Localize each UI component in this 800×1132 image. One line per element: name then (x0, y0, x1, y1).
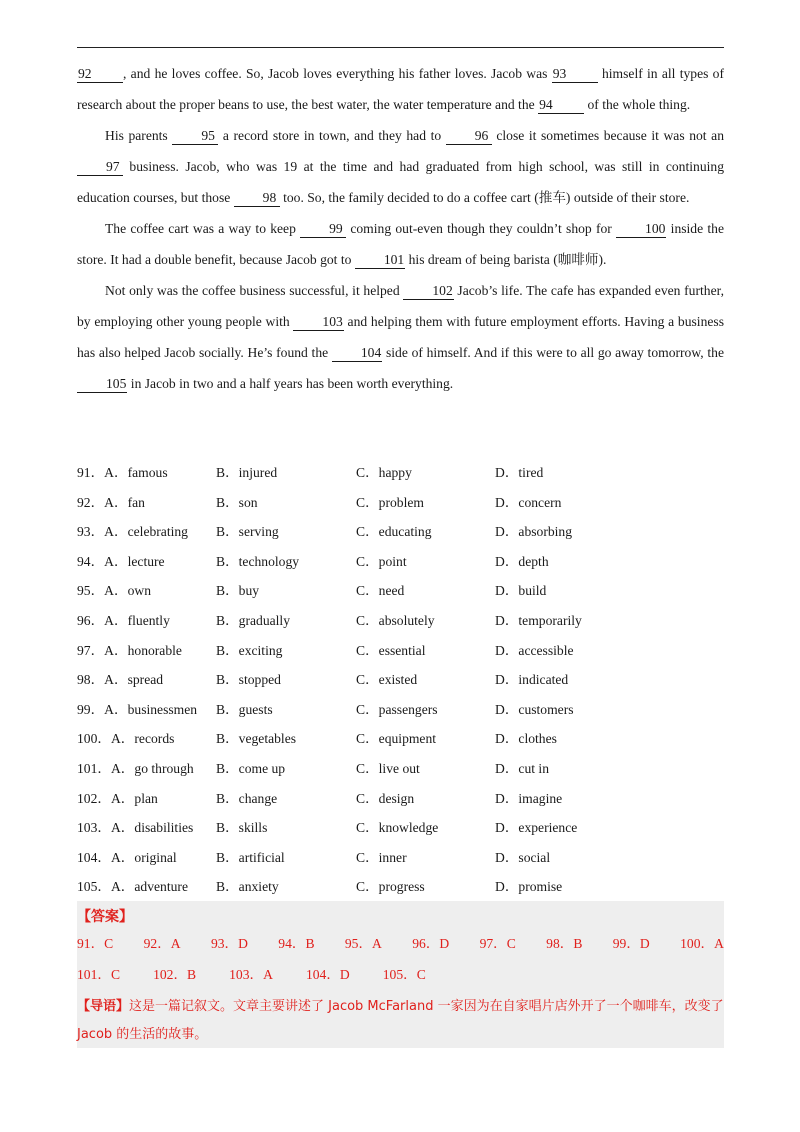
answer-section (77, 901, 724, 1048)
option-a: 92．A．fan (77, 494, 145, 510)
option-c: C．inner (356, 849, 407, 865)
answer-item: 95．A (344, 936, 382, 951)
answer-item: 102．B (153, 967, 197, 982)
blank-102: 102 (403, 283, 453, 300)
option-d: D．temporarily (495, 612, 582, 628)
option-d: D．promise (495, 879, 563, 895)
passage-text: in Jacob in two and a half years has been worth everything. (127, 376, 454, 391)
answer-item: 94．B (278, 936, 315, 951)
answer-item: 105．C (382, 967, 426, 982)
answer-item: 99．D (612, 936, 650, 951)
blank-103: 103 (293, 314, 343, 331)
option-b: B．anxiety (216, 879, 279, 895)
blank-96: 96 (446, 128, 492, 145)
option-d: D．tired (495, 465, 544, 480)
answer-item: 93．D (210, 936, 248, 951)
option-row (77, 872, 724, 902)
passage-paragraph (77, 213, 724, 275)
option-d: D．customers (495, 701, 574, 717)
blank-95: 95 (172, 128, 218, 145)
option-c: C．need (356, 583, 405, 599)
option-a: 97．A．honorable (77, 642, 182, 658)
blank-104: 104 (332, 345, 382, 362)
answer-item: 96．D (412, 936, 450, 951)
passage-paragraph (77, 275, 724, 399)
option-d: D．concern (495, 494, 562, 510)
option-row (77, 813, 724, 843)
option-d: D．depth (495, 553, 549, 569)
option-a: 102．A．plan (77, 790, 158, 806)
blank-99: 99 (300, 221, 346, 238)
passage-text: a record store in town, and they had to (218, 128, 446, 143)
option-b: B．exciting (216, 642, 283, 658)
option-row (77, 576, 724, 606)
blank-101: 101 (355, 252, 405, 269)
answer-row-1 (77, 932, 724, 956)
passage-text: of the whole thing. (584, 97, 691, 112)
option-c: C．point (356, 553, 407, 569)
answer-item: 98．B (546, 936, 583, 951)
blank-93: 93 (552, 66, 598, 83)
option-row (77, 665, 724, 695)
option-c: C．live out (356, 760, 420, 776)
passage-text: inside the store. It had a double benefit, because Jacob got to (77, 221, 724, 267)
option-a: 103．A．disabilities (77, 820, 194, 836)
option-row (77, 488, 724, 518)
option-d: D．build (495, 583, 547, 599)
answer-item: 91．C (77, 936, 114, 951)
passage-text: too. So, the family decided to do a coffee cart (推车) outside of their store. (279, 190, 690, 205)
option-c: C．progress (356, 879, 425, 895)
answer-item: 97．C (479, 936, 516, 951)
option-c: C．educating (356, 524, 432, 540)
answer-item: 92．A (143, 936, 181, 951)
option-b: B．change (216, 790, 278, 806)
passage-text: and helping them with future employment efforts. Having a business has also helped Jacob socially. He’s found the (77, 314, 724, 360)
option-a: 93．A．celebrating (77, 524, 188, 540)
blank-100: 100 (616, 221, 666, 238)
blank-97: 97 (77, 159, 123, 176)
blank-94: 94 (538, 97, 584, 114)
answer-item: 100．A (680, 936, 724, 951)
option-a: 101．A．go through (77, 760, 194, 776)
passage-text: , and he loves coffee. So, Jacob loves everything his father loves. Jacob was (123, 66, 552, 81)
option-d: D．imagine (495, 790, 563, 806)
passage-text: The coffee cart was a way to keep (105, 221, 301, 236)
passage-text: himself in all types of research about the proper beans to use, the best water, the water temperature and the (77, 66, 724, 112)
blank-105: 105 (77, 376, 127, 393)
answer-row-2 (77, 963, 724, 987)
option-a: 94．A．lecture (77, 553, 165, 569)
passage-text: close it sometimes because it was not an (491, 128, 724, 143)
option-b: B．skills (216, 820, 268, 836)
option-c: C．equipment (356, 731, 437, 747)
answer-item: 101．C (77, 967, 121, 982)
option-row (77, 458, 724, 488)
option-b: B．vegetables (216, 731, 297, 747)
option-a: 95．A．own (77, 583, 152, 599)
passage-text: coming out-even though they couldn’t shop for (346, 221, 617, 236)
option-b: B．injured (216, 465, 278, 480)
option-a: 98．A．spread (77, 672, 164, 688)
passage-paragraph (77, 120, 724, 213)
option-a: 99．A．businessmen (77, 701, 198, 717)
passage-text: business. Jacob, who was 19 at the time and had graduated from high school, was still in continuing education courses, but those (77, 159, 724, 205)
option-row (77, 606, 724, 636)
option-row (77, 695, 724, 725)
option-b: B．son (216, 494, 258, 510)
answer-item: 103．A (229, 967, 273, 982)
option-a: 105．A．adventure (77, 879, 188, 895)
option-row (77, 724, 724, 754)
passage-text: His parents (105, 128, 173, 143)
blank-98: 98 (234, 190, 280, 207)
option-row (77, 843, 724, 873)
passage-paragraph (77, 58, 724, 120)
option-a: 96．A．fluently (77, 612, 170, 628)
option-d: D．experience (495, 820, 578, 836)
blank-92: 92 (77, 66, 123, 83)
passage-text: Not only was the coffee business successful, it helped (105, 283, 404, 298)
option-b: B．stopped (216, 672, 281, 688)
guide-note (77, 993, 724, 1049)
option-b: B．come up (216, 760, 286, 776)
option-b: B．buy (216, 583, 260, 599)
option-c: C．existed (356, 672, 418, 688)
option-a: 91．A．famous (77, 465, 168, 480)
options-list (77, 458, 724, 902)
option-a: 100．A．records (77, 731, 175, 747)
option-b: B．guests (216, 701, 273, 717)
top-rule (77, 47, 724, 48)
guide-text: 这是一篇记叙文。文章主要讲述了 Jacob McFarland 一家因为在自家唱片店外开了一个咖啡车，改变了 Jacob 的生活的故事。 (77, 999, 724, 1042)
option-row (77, 636, 724, 666)
cloze-passage (77, 58, 724, 399)
option-d: D．absorbing (495, 524, 573, 540)
option-d: D．clothes (495, 731, 557, 747)
passage-text: his dream of being barista (咖啡师). (405, 252, 607, 267)
option-d: D．accessible (495, 642, 574, 658)
option-c: C．knowledge (356, 820, 439, 836)
answer-title: 【答案】 (77, 909, 133, 925)
option-c: C．passengers (356, 701, 438, 717)
option-d: D．cut in (495, 760, 549, 776)
option-b: B．serving (216, 524, 279, 540)
option-row (77, 784, 724, 814)
option-c: C．absolutely (356, 612, 435, 628)
answer-item: 104．D (305, 967, 350, 982)
option-b: B．gradually (216, 612, 290, 628)
guide-label: 【导语】 (77, 999, 130, 1014)
option-row (77, 547, 724, 577)
option-row (77, 754, 724, 784)
option-c: C．essential (356, 642, 426, 658)
passage-text: Jacob’s life. The cafe has expanded even further, by employing other young people with (77, 283, 724, 329)
option-c: C．design (356, 790, 415, 806)
option-a: 104．A．original (77, 849, 177, 865)
option-d: D．indicated (495, 672, 569, 688)
option-b: B．artificial (216, 849, 285, 865)
option-row (77, 517, 724, 547)
option-d: D．social (495, 849, 551, 865)
option-c: C．happy (356, 465, 412, 480)
passage-text: side of himself. And if this were to all go away tomorrow, the (382, 345, 724, 360)
option-c: C．problem (356, 494, 424, 510)
option-b: B．technology (216, 553, 300, 569)
